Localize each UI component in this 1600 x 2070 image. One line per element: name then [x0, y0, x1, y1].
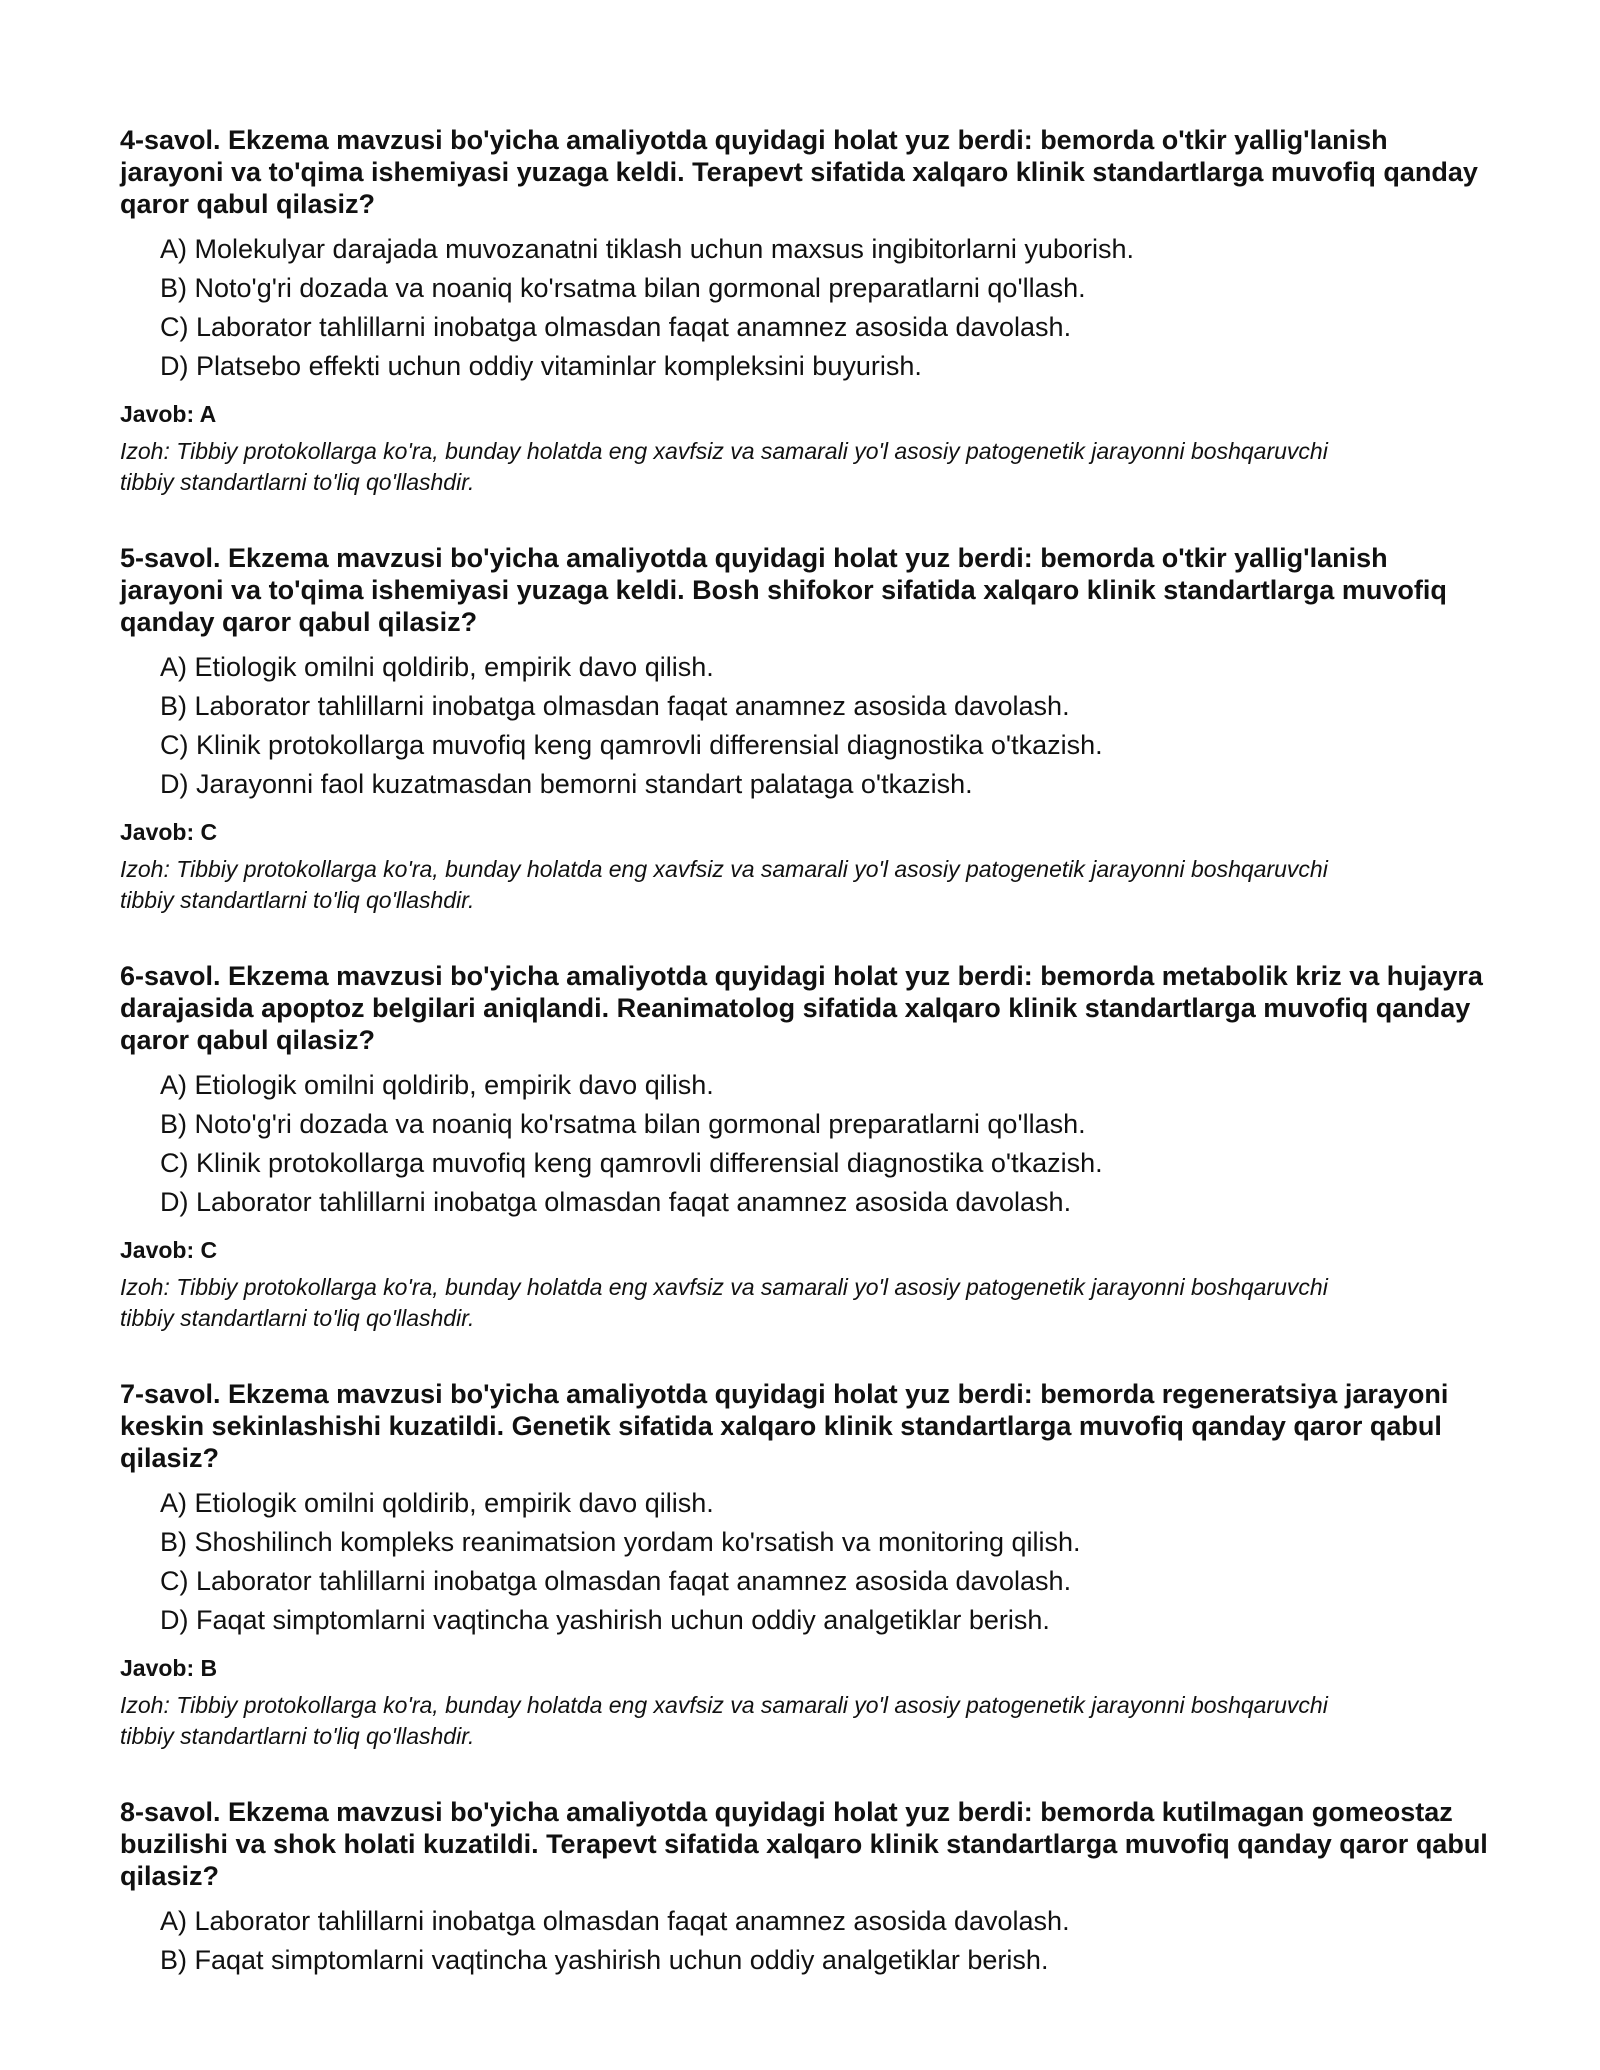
option-c: C) Klinik protokollarga muvofiq keng qamrovli differensial diagnostika o'tkazish. [160, 730, 1103, 760]
explanation: Izoh: Tibbiy protokollarga ko'ra, bunday holatda eng xavfsiz va samarali yo'l asosiy patogenetik jarayonni boshqaruvchi tibbiy standartlarni to'liq qo'llashdir. [120, 1274, 1328, 1331]
explanation: Izoh: Tibbiy protokollarga ko'ra, bunday holatda eng xavfsiz va samarali yo'l asosiy patogenetik jarayonni boshqaruvchi tibbiy standartlarni to'liq qo'llashdir. [120, 438, 1328, 495]
option-c: C) Klinik protokollarga muvofiq keng qamrovli differensial diagnostika o'tkazish. [160, 1148, 1103, 1178]
explanation: Izoh: Tibbiy protokollarga ko'ra, bunday holatda eng xavfsiz va samarali yo'l asosiy patogenetik jarayonni boshqaruvchi tibbiy standartlarni to'liq qo'llashdir. [120, 856, 1328, 913]
question-5 [120, 542, 1490, 916]
option-d: D) Faqat simptomlarni vaqtincha yashirish uchun oddiy analgetiklar berish. [160, 1605, 1050, 1635]
answer: Javob: A [120, 401, 217, 427]
option-a: A) Etiologik omilni qoldirib, empirik davo qilish. [160, 1488, 714, 1518]
option-a: A) Laborator tahlillarni inobatga olmasdan faqat anamnez asosida davolash. [160, 1906, 1070, 1936]
option-b: B) Shoshilinch kompleks reanimatsion yordam ko'rsatish va monitoring qilish. [160, 1527, 1081, 1557]
question-7 [120, 1378, 1490, 1752]
option-a: A) Etiologik omilni qoldirib, empirik davo qilish. [160, 1070, 714, 1100]
option-c: C) Laborator tahlillarni inobatga olmasdan faqat anamnez asosida davolash. [160, 312, 1072, 342]
option-a: A) Etiologik omilni qoldirib, empirik davo qilish. [160, 652, 714, 682]
option-d: D) Platsebo effekti uchun oddiy vitaminlar kompleksini buyurish. [160, 351, 922, 381]
question-4 [120, 124, 1490, 498]
question-8 [120, 1796, 1490, 1980]
option-b: B) Noto'g'ri dozada va noaniq ko'rsatma bilan gormonal preparatlarni qo'llash. [160, 1109, 1086, 1139]
answer: Javob: C [120, 1237, 218, 1263]
option-d: D) Laborator tahlillarni inobatga olmasdan faqat anamnez asosida davolash. [160, 1187, 1072, 1217]
option-b: B) Laborator tahlillarni inobatga olmasdan faqat anamnez asosida davolash. [160, 691, 1070, 721]
question-title: 7-savol. Ekzema mavzusi bo'yicha amaliyotda quyidagi holat yuz berdi: bemorda regeneratsiya jarayoni keskin sekinlashishi kuzatildi. Genetik sifatida xalqaro klinik standartlarga muvofiq qanday qaror qabul qilasiz? [120, 1379, 1449, 1473]
answer: Javob: B [120, 1655, 218, 1681]
answer: Javob: C [120, 819, 218, 845]
options-list [120, 1066, 1490, 1222]
question-title: 8-savol. Ekzema mavzusi bo'yicha amaliyotda quyidagi holat yuz berdi: bemorda kutilmagan gomeostaz buzilishi va shok holati kuzatildi. Terapevt sifatida xalqaro klinik standartlarga muvofiq qanday qaror qabul qilasiz? [120, 1797, 1488, 1891]
option-b: B) Faqat simptomlarni vaqtincha yashirish uchun oddiy analgetiklar berish. [160, 1945, 1049, 1975]
question-6 [120, 960, 1490, 1334]
option-d: D) Jarayonni faol kuzatmasdan bemorni standart palataga o'tkazish. [160, 769, 973, 799]
question-title: 5-savol. Ekzema mavzusi bo'yicha amaliyotda quyidagi holat yuz berdi: bemorda o'tkir yallig'lanish jarayoni va to'qima ishemiyasi yuzaga keldi. Bosh shifokor sifatida xalqaro klinik standartlarga muvofiq qanday qaror qabul qilasiz? [120, 543, 1447, 637]
options-list [120, 230, 1490, 386]
option-a: A) Molekulyar darajada muvozanatni tiklash uchun maxsus ingibitorlarni yuborish. [160, 234, 1134, 264]
options-list [120, 1902, 1490, 1980]
options-list [120, 1484, 1490, 1640]
option-b: B) Noto'g'ri dozada va noaniq ko'rsatma bilan gormonal preparatlarni qo'llash. [160, 273, 1086, 303]
question-title: 6-savol. Ekzema mavzusi bo'yicha amaliyotda quyidagi holat yuz berdi: bemorda metabolik kriz va hujayra darajasida apoptoz belgilari aniqlandi. Reanimatolog sifatida xalqaro klinik standartlarga muvofiq qanday qaror qabul qilasiz? [120, 961, 1483, 1055]
document-page [120, 124, 1490, 2024]
question-title: 4-savol. Ekzema mavzusi bo'yicha amaliyotda quyidagi holat yuz berdi: bemorda o'tkir yallig'lanish jarayoni va to'qima ishemiyasi yuzaga keldi. Terapevt sifatida xalqaro klinik standartlarga muvofiq qanday qaror qabul qilasiz? [120, 125, 1478, 219]
option-c: C) Laborator tahlillarni inobatga olmasdan faqat anamnez asosida davolash. [160, 1566, 1072, 1596]
explanation: Izoh: Tibbiy protokollarga ko'ra, bunday holatda eng xavfsiz va samarali yo'l asosiy patogenetik jarayonni boshqaruvchi tibbiy standartlarni to'liq qo'llashdir. [120, 1692, 1328, 1749]
options-list [120, 648, 1490, 804]
